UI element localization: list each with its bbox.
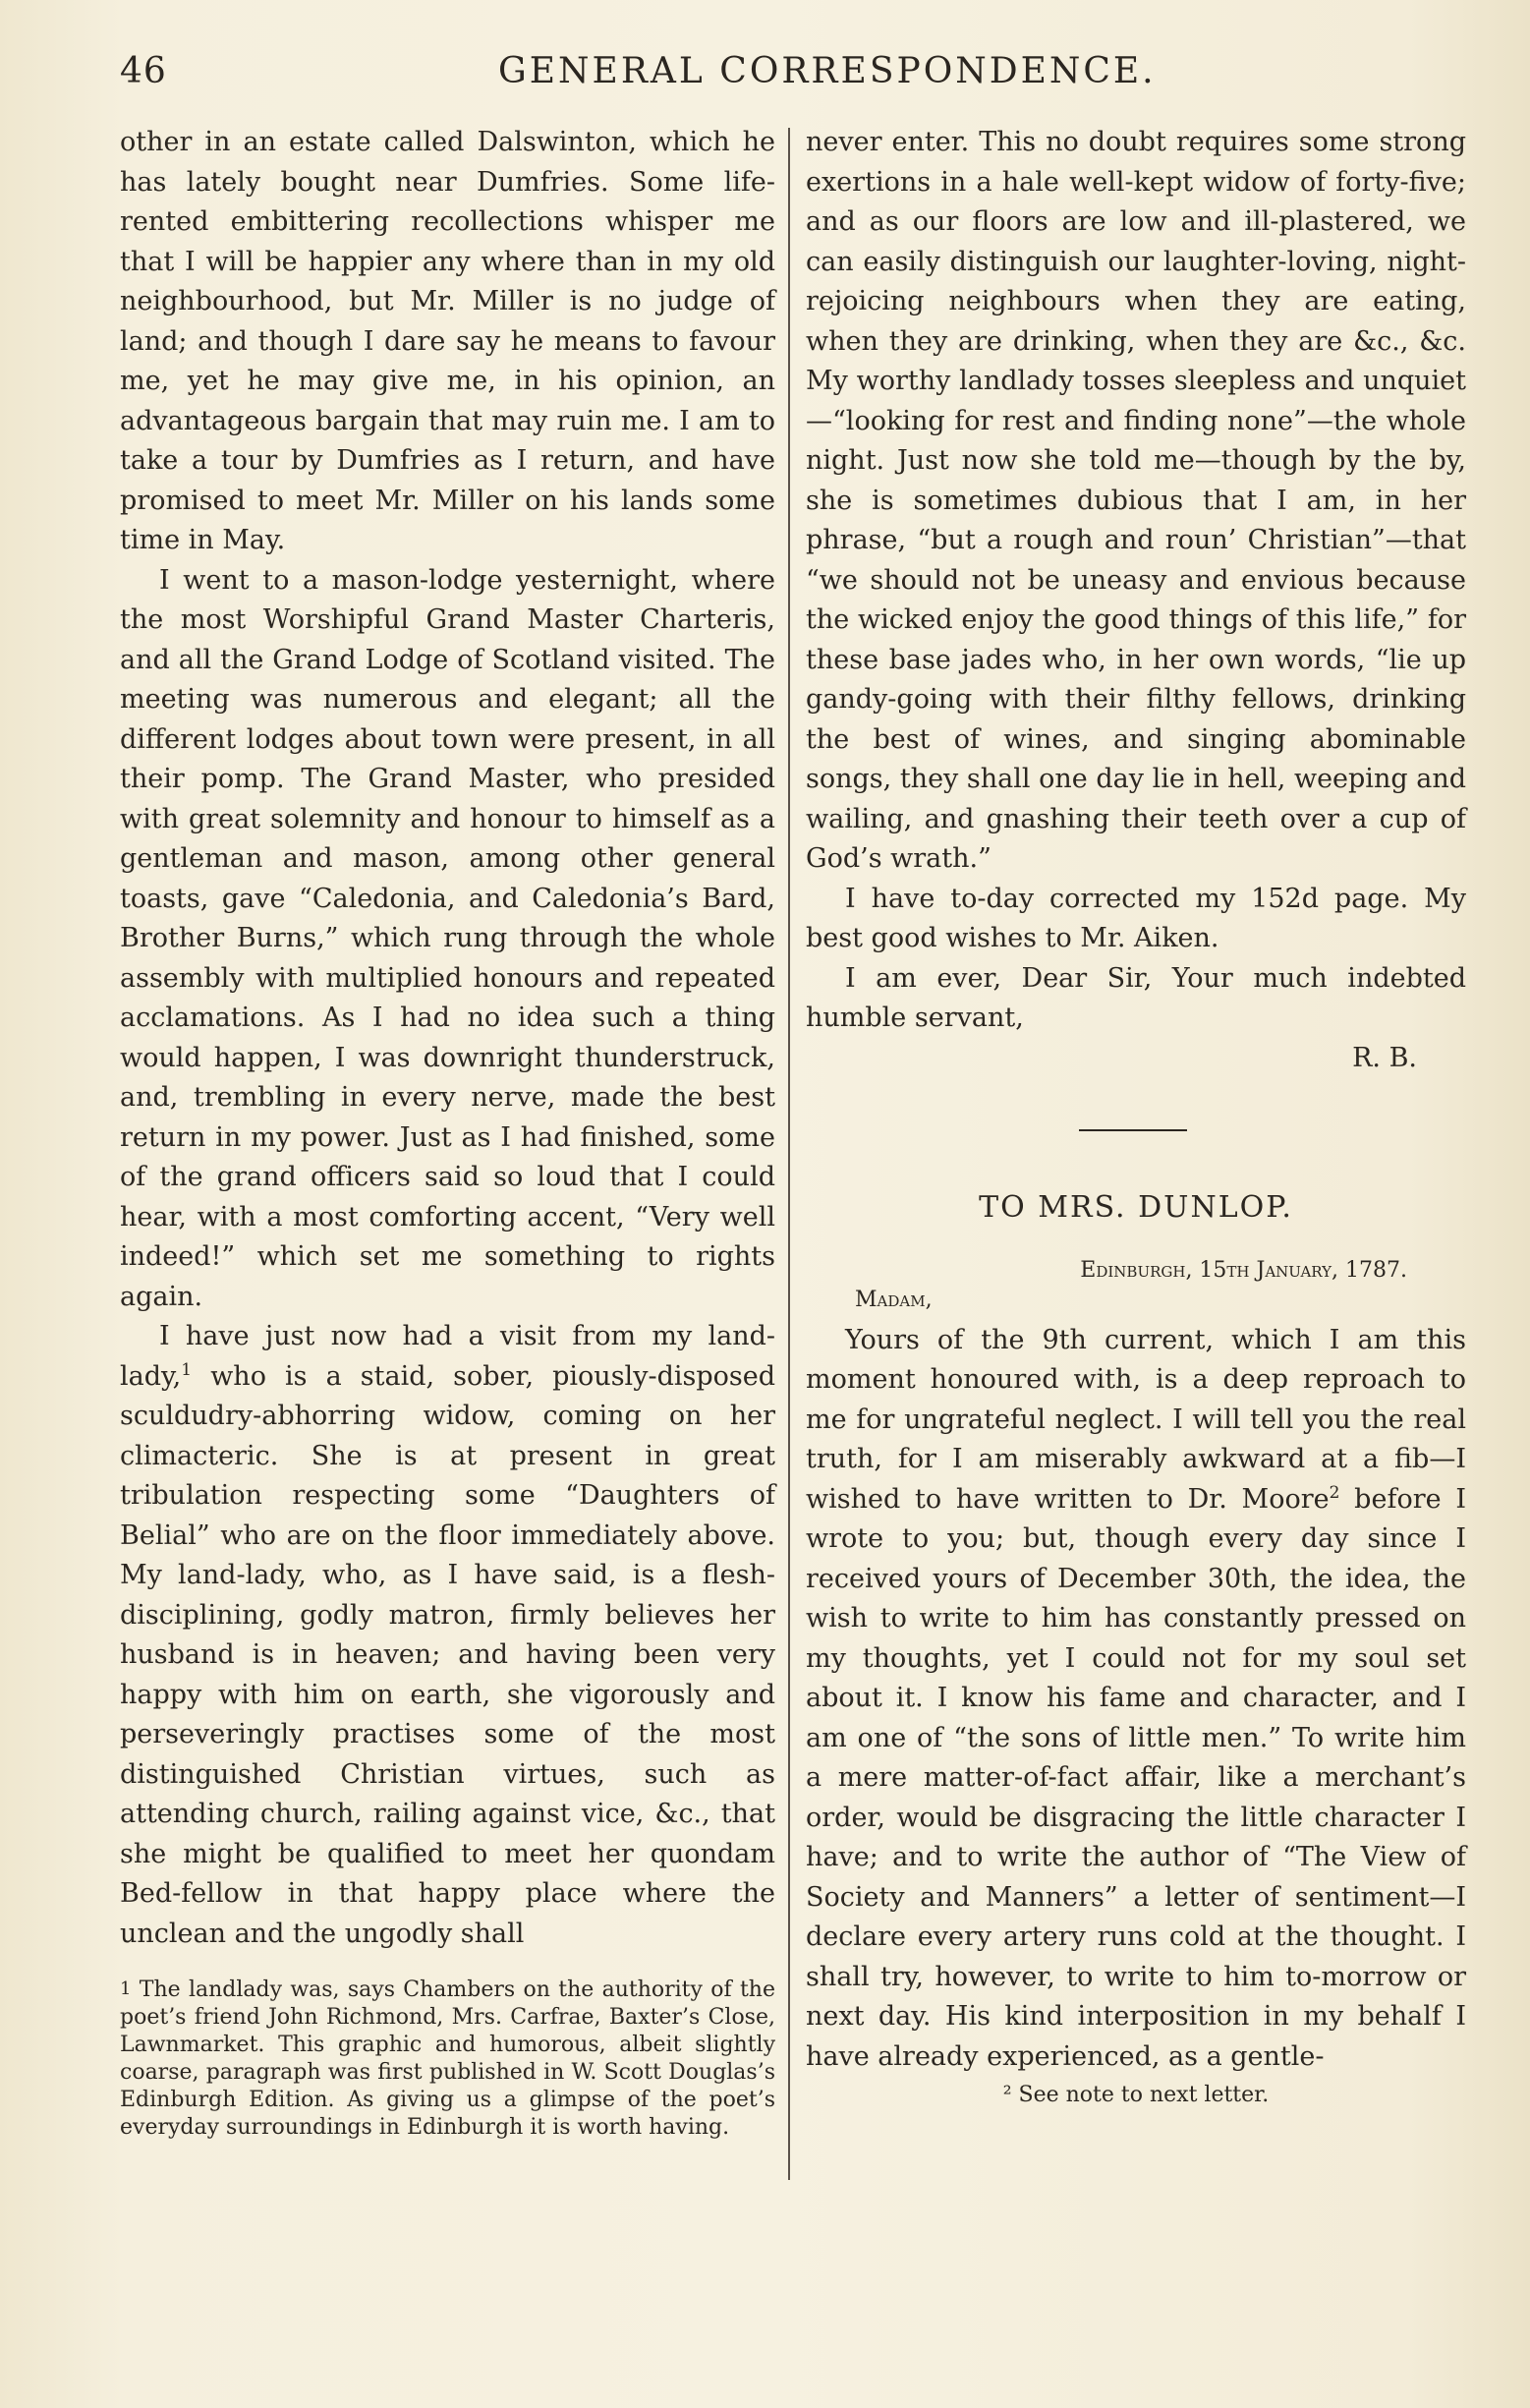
footnote-text: The landlady was, says Chambers on the authority of the poet’s friend John Richmond, Mrs. Carfrae, Baxter’s Close, Lawnmarket. This graphic and humorous, albeit slightly coarse, paragraph was first published in W. Scott Douglas’s Edinburgh Edition. As giving us a glimpse of the poet’s everyday surroundings in Edinburgh it is worth having. — [120, 1978, 775, 2140]
footnote-reference: 1 — [181, 1359, 193, 1380]
paragraph — [806, 1321, 1466, 2078]
left-column — [120, 123, 775, 2142]
right-column — [806, 123, 1466, 2110]
column-divider — [788, 128, 790, 2180]
place-date: Edinburgh, 15th January, 1787. — [1080, 1257, 1407, 1283]
paragraph-text: before I wrote to you; but, though every day since I received yours of December 30th, the idea, the wish to write to him has constantly pressed on my thoughts, yet I could not for my soul set about it. I know his fame and character, and I am one of “the sons of little men.” To write him a mere matter-of-fact affair, like a merchant’s order, would be disgracing the little character I have; and to write the author of “The View of Society and Manners” a letter of sentiment—I declare every artery runs cold at the thought. I shall try, however, to write to him to-morrow or next day. His kind interposition in my behalf I have already experienced, as a gentle- — [806, 1483, 1466, 2072]
paragraph-text: I have just now had a visit from my land-lady, — [120, 1321, 775, 1392]
paragraph-text: who is a staid, sober, piously-disposed sculdudry-abhorring widow, coming on her climacteric. She is at present in great tribulation respecting some “Daughters of Belial” who are on the floor immediately above. My land-lady, who, as I have said, is a flesh-disciplining, godly matron, firmly believes her husband is in heaven; and having been very happy with him on earth, she vigorously and perseveringly practises some of the most distinguished Christian virtues, such as attending church, railing against vice, &c., that she might be qualified to meet her quondam Bed-fellow in that happy place where the unclean and the ungodly shall — [120, 1360, 775, 1949]
section-rule — [1079, 1129, 1187, 1131]
paragraph: I am ever, Dear Sir, Your much indebted humble servant, — [806, 962, 1466, 1033]
footnote: ² See note to next letter. — [1002, 2083, 1270, 2107]
page-header — [120, 51, 1420, 100]
running-title: GENERAL CORRESPONDENCE. — [498, 51, 1157, 91]
paragraph: other in an estate called Dalswinton, which he has lately bought near Dumfries. Some life-rented embittering recollections whisper me that I will be happier any where than in my old neighbourhood, but Mr. Miller is no judge of land; and though I dare say he means to favour me, yet he may give me, in his opinion, an advantageous bargain that may ruin me. I am to take a tour by Dumfries as I return, and have promised to meet Mr. Miller on his lands some time in May. — [120, 127, 775, 555]
paragraph: never enter. This no doubt requires some strong exertions in a hale well-kept widow of forty-five; and as our floors are low and ill-plastered, we can easily distinguish our laughter-loving, night-rejoicing neighbours when they are eating, when they are drinking, when they are &c., &c. My worthy landlady tosses sleepless and unquiet—“looking for rest and finding none”—the whole night. Just now she told me—though by the by, she is sometimes dubious that I am, in her phrase, “but a rough and roun’ Christian”—that “we should not be uneasy and envious because the wicked enjoy the good things of this life,” for these base jades who, in her own words, “lie up gandy-going with their filthy fellows, drinking the best of wines, and singing abominable songs, they shall one day lie in hell, weeping and wailing, and gnashing their teeth over a cup of God’s wrath.” — [806, 127, 1466, 874]
paragraph — [120, 1317, 775, 1954]
footnote-reference: 2 — [1329, 1482, 1340, 1503]
page-number: 46 — [120, 51, 167, 91]
paragraph: I have to-day corrected my 152d page. My best good wishes to Mr. Aiken. — [806, 883, 1466, 953]
footnote — [120, 1976, 775, 2142]
paragraph: I went to a mason-lodge yesternight, where the most Worshipful Grand Master Charteris, and all the Grand Lodge of Scotland visited. The meeting was numerous and elegant; all the different lodges about town were present, in all their pomp. The Grand Master, who presided with great solemnity and honour to himself as a gentleman and mason, among other general toasts, gave “Caledonia, and Caledonia’s Bard, Brother Burns,” which rung through the whole assembly with multiplied honours and repeated acclamations. As I had no idea such a thing would happen, I was downright thunderstruck, and, trembling in every nerve, made the best return in my power. Just as I had finished, some of the grand officers said so loud that I could hear, with a most comforting accent, “Very well indeed!” which set me something to rights again. — [120, 564, 775, 1312]
footnote-number: 1 — [120, 1978, 132, 1999]
signature: R. B. — [1352, 1042, 1417, 1073]
letter-heading: TO MRS. DUNLOP. — [979, 1190, 1293, 1225]
paragraph-text: Yours of the 9th current, which I am this moment honoured with, is a deep reproach to me for ungrateful neglect. I will tell you the real truth, for I am miserably awkward at a fib—I wished to have written to Dr. Moore — [806, 1324, 1466, 1515]
salutation: Madam, — [855, 1287, 933, 1312]
